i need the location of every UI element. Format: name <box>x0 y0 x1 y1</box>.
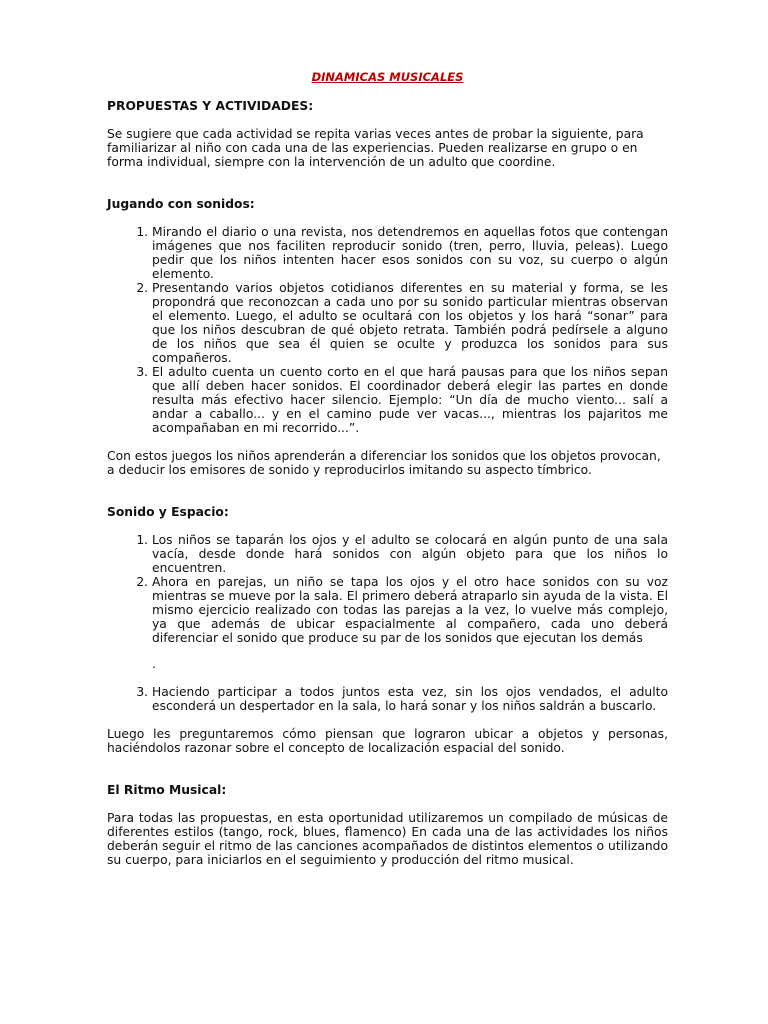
sonidos-conclusion: Con estos juegos los niños aprenderán a diferenciar los sonidos que los objetos provocan, a deducir los emisores de sonido y reproducirlos imitando su aspecto tímbrico. <box>107 449 661 477</box>
list-item: 1. Mirando el diario o una revista, nos detendremos en aquellas fotos que contengan imágenes que nos faciliten reproducir sonido (tren, perro, lluvia, peleas). Luego pedir que los niños intenten hacer esos sonidos con su voz, su cuerpo o algún elemento. <box>152 225 668 281</box>
list-item: 3. El adulto cuenta un cuento corto en el que hará pausas para que los niños sepan que allí deben hacer sonidos. El coordinador deberá elegir las partes en donde resulta más efectivo hacer silencio. Ejemplo: “Un día de mucho viento... salí a andar a caballo... y en el camino pude ver vacas..., mientras los pajaritos me acompañaban en mi recorrido...”. <box>152 365 668 435</box>
list-item: 2. Ahora en parejas, un niño se tapa los ojos y el otro hace sonidos con su voz mientras se mueve por la sala. El primero deberá atraparlo sin ayuda de la vista. El mismo ejercicio realizado con todas las parejas a la vez, lo vuelve más complejo, ya que además de ubicar espacialmente al compañero, cada uno deberá diferenciar el sonido que produce su par de los sonidos que ejecutan los demás <box>152 575 668 645</box>
espacio-conclusion: Luego les preguntaremos cómo piensan que lograron ubicar a objetos y personas, haciéndolos razonar sobre el concepto de localización espacial del sonido. <box>107 727 668 755</box>
list-item: 3. Haciendo participar a todos juntos esta vez, sin los ojos vendados, el adulto esconderá un despertador en la sala, lo hará sonar y los niños saldrán a buscarlo. <box>152 685 668 713</box>
main-heading: PROPUESTAS Y ACTIVIDADES: <box>107 99 314 113</box>
intro-paragraph: Se sugiere que cada actividad se repita varias veces antes de probar la siguiente, para familiarizar al niño con cada una de las experiencias. Pueden realizarse en grupo o en forma individual, siempre con la intervención de un adulto que coordine. <box>107 127 644 169</box>
list-item: 2. Presentando varios objetos cotidianos diferentes en su material y forma, se les propondrá que reconozcan a cada uno por su sonido particular mientras observan el elemento. Luego, el adulto se ocultará con los objetos y los hará “sonar” para que los niños descubran de qué objeto retrata. También podrá pedírsele a alguno de los niños que sea él quien se oculte y produzca los sonidos para sus compañeros. <box>152 281 668 365</box>
espacio-list <box>107 533 668 645</box>
espacio-list-continued <box>107 685 668 713</box>
document-title: DINAMICAS MUSICALES <box>311 70 464 84</box>
section-heading-espacio: Sonido y Espacio: <box>107 505 229 519</box>
stray-dot: . <box>152 657 156 671</box>
ritmo-paragraph: Para todas las propuestas, en esta oportunidad utilizaremos un compilado de músicas de diferentes estilos (tango, rock, blues, flamenco) En cada una de las actividades los niños deberán seguir el ritmo de las canciones acompañados de distintos elementos o utilizando su cuerpo, para iniciarlos en el seguimiento y producción del ritmo musical. <box>107 811 668 867</box>
sonidos-list <box>107 225 668 435</box>
list-item: 1. Los niños se taparán los ojos y el adulto se colocará en algún punto de una sala vacía, desde donde hará sonidos con algún objeto para que los niños lo encuentren. <box>152 533 668 575</box>
section-heading-sonidos: Jugando con sonidos: <box>107 197 255 211</box>
section-heading-ritmo: El Ritmo Musical: <box>107 783 227 797</box>
